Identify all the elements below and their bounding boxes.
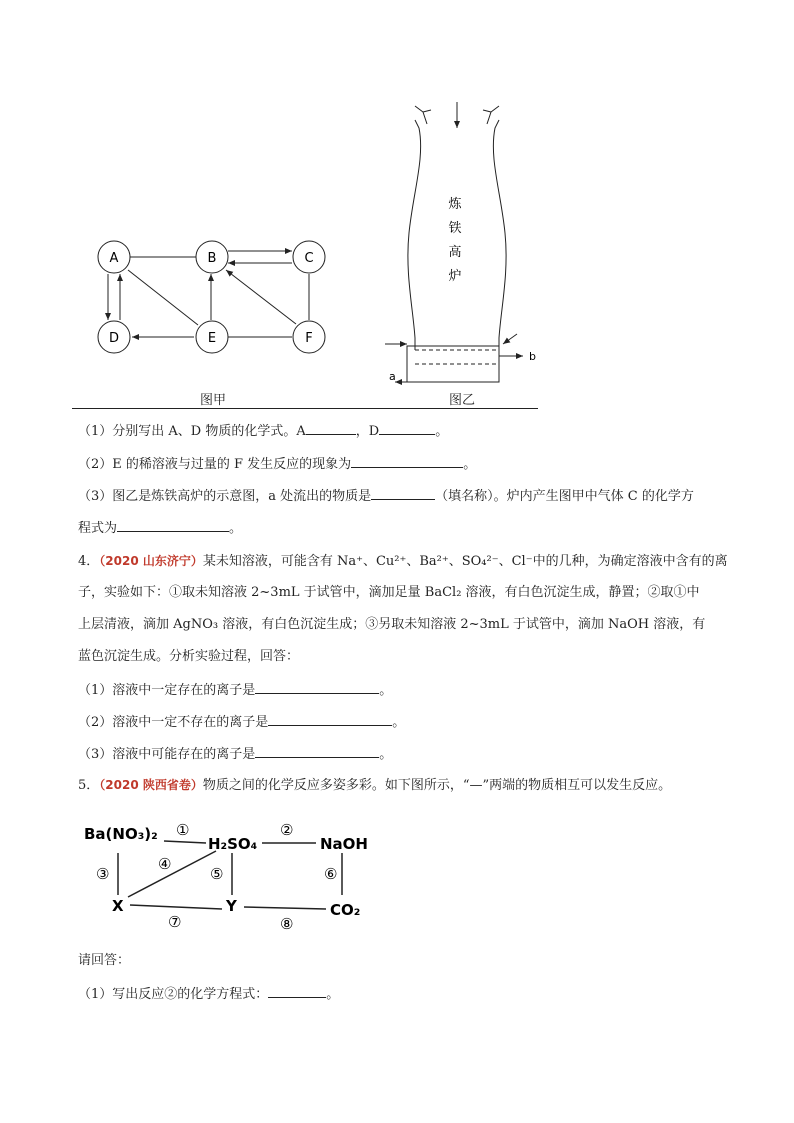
q3-part3: （3）图乙是炼铁高炉的示意图，a 处流出的物质是 （填名称）。炉内产生图甲中气体 C 的化学方 (78, 489, 694, 504)
svg-text:b: b (529, 350, 536, 363)
svg-text:⑤: ⑤ (210, 865, 224, 883)
q4-line2: 子，实验如下：①取未知溶液 2~3mL 于试管中，滴加足量 BaCl₂ 溶液，有白色沉淀生成，静置；②取①中 (78, 585, 700, 600)
svg-text:⑧: ⑧ (280, 915, 294, 933)
node-f (293, 321, 325, 353)
figure-b-furnace (385, 98, 545, 390)
svg-text:C: C (304, 251, 314, 266)
q4-line4: 蓝色沉淀生成。分析实验过程，回答： (78, 649, 300, 664)
q5-blank-1[interactable] (268, 985, 326, 998)
svg-text:D: D (108, 331, 120, 346)
svg-text:E: E (207, 331, 217, 346)
q4-line3: 上层清液，滴加 AgNO₃ 溶液，有白色沉淀生成；③另取未知溶液 2~3mL 于试管中，滴加 NaOH 溶液，有 (78, 617, 706, 632)
q5-reaction-diagram (84, 815, 384, 935)
q4-line1: 4．（2020 山东济宁）某未知溶液，可能含有 Na⁺、Cu²⁺、Ba²⁺、SO₄²⁻、Cl⁻中的几种，为确定溶液中含有的离 (78, 554, 728, 569)
q3-blank-d[interactable] (379, 422, 435, 435)
svg-text:⑥: ⑥ (324, 865, 338, 883)
substance-x: X (112, 897, 124, 915)
svg-text:高: 高 (448, 245, 462, 260)
svg-text:②: ② (280, 821, 294, 839)
q3-part3-cont: 程式为 。 (78, 521, 243, 536)
svg-text:③: ③ (96, 865, 110, 883)
svg-text:炼: 炼 (448, 197, 462, 212)
svg-text:⑦: ⑦ (168, 913, 182, 931)
substance-co2: CO₂ (330, 901, 361, 919)
q5-line1: 5．（2020 陕西省卷）物质之间的化学反应多姿多彩。如下图所示，“—”两端的物质相互可以发生反应。 (78, 778, 672, 793)
svg-text:④: ④ (158, 855, 172, 873)
q3-blank-substance[interactable] (371, 487, 435, 500)
substance-h2so4: H₂SO₄ (208, 835, 258, 853)
figure-a-caption: 图甲 (200, 393, 227, 408)
q4-blank-3[interactable] (255, 745, 379, 758)
node-e (196, 321, 228, 353)
svg-text:a: a (389, 370, 396, 383)
node-a (98, 241, 130, 273)
q3-blank-phenomenon[interactable] (351, 455, 463, 468)
q3-blank-a[interactable] (306, 422, 356, 435)
substance-ba-no3-2: Ba(NO₃)₂ (84, 825, 158, 843)
svg-text:①: ① (176, 821, 190, 839)
substance-naoh: NaOH (320, 835, 368, 853)
svg-text:A: A (109, 251, 119, 266)
q5-sub1: （1）写出反应②的化学方程式： 。 (78, 987, 340, 1002)
substance-y: Y (226, 897, 237, 915)
svg-text:B: B (207, 251, 217, 266)
q5-ask: 请回答： (78, 953, 131, 968)
figure-a-graph (90, 232, 330, 362)
svg-text:F: F (305, 331, 313, 346)
node-b (196, 241, 228, 273)
q3-part2: （2）E 的稀溶液与过量的 F 发生反应的现象为 。 (78, 457, 477, 472)
node-c (293, 241, 325, 273)
q4-blank-1[interactable] (255, 681, 379, 694)
svg-text:铁: 铁 (448, 221, 462, 236)
q3-part1: （1）分别写出 A、D 物质的化学式。A ，D 。 (78, 424, 449, 439)
figure-divider (72, 408, 538, 409)
q4-sub3: （3）溶液中可能存在的离子是 。 (78, 747, 393, 762)
node-d (98, 321, 130, 353)
q4-sub1: （1）溶液中一定存在的离子是 。 (78, 683, 393, 698)
q4-blank-2[interactable] (268, 713, 392, 726)
svg-text:炉: 炉 (448, 269, 462, 284)
q3-blank-equation[interactable] (117, 519, 229, 532)
q4-sub2: （2）溶液中一定不存在的离子是 。 (78, 715, 406, 730)
q5-source: （2020 陕西省卷） (99, 778, 203, 792)
figure-b-caption: 图乙 (449, 393, 476, 408)
edge-f-b (226, 270, 296, 324)
q4-source: （2020 山东济宁） (99, 554, 203, 568)
edge-e-a (128, 270, 198, 325)
